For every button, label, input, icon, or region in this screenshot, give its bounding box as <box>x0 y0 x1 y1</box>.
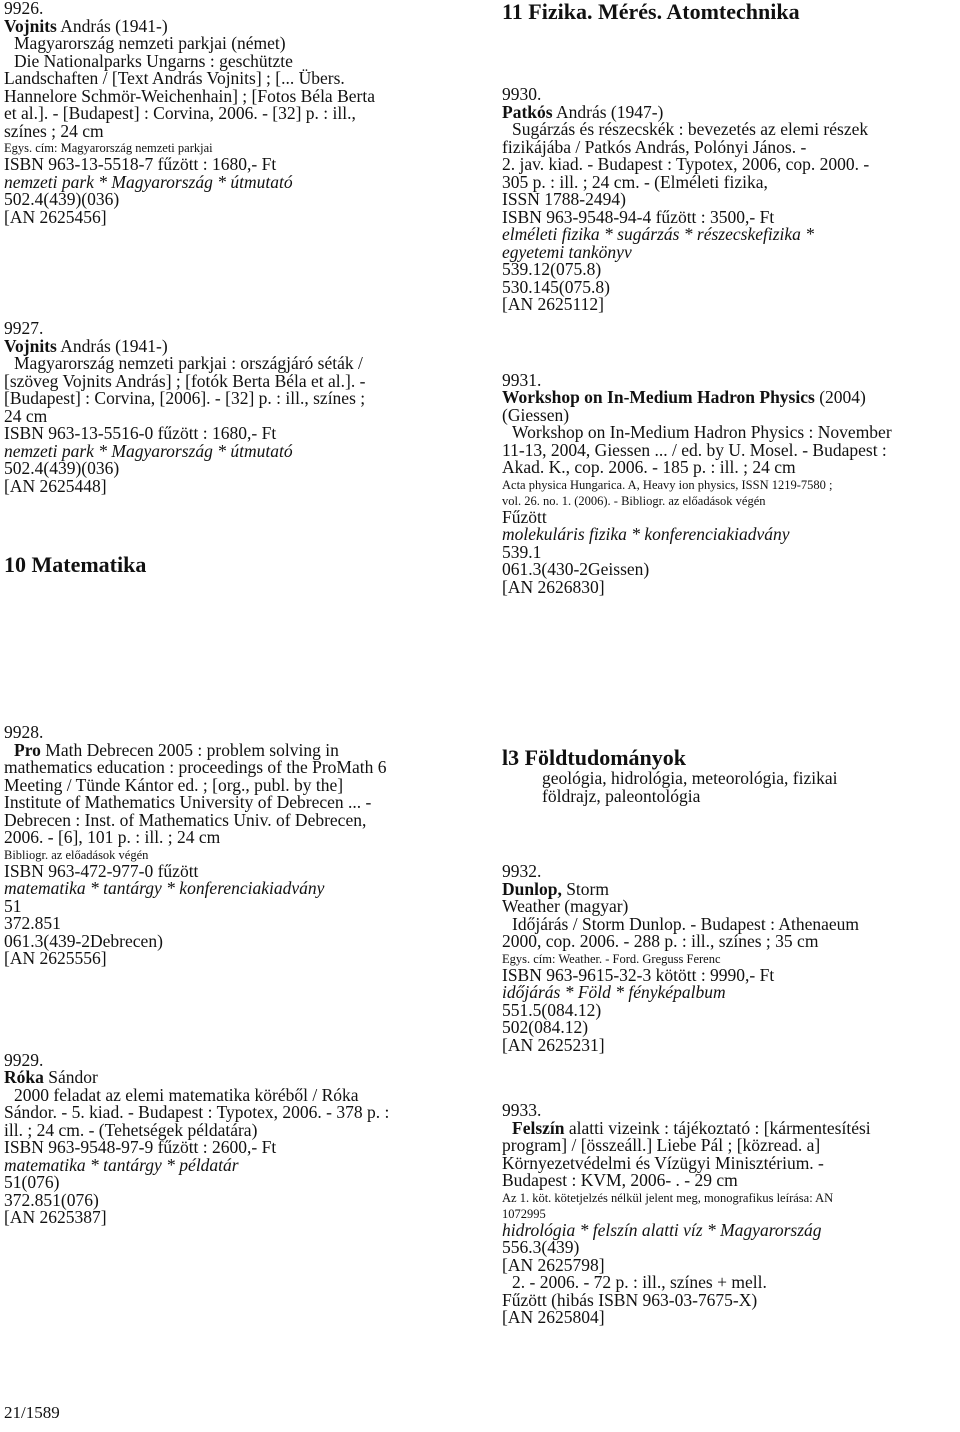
entry-line: ISSN 1788-2494) <box>502 189 626 209</box>
entry-line: Magyarország nemzeti parkjai : országjáró séták / <box>14 353 363 373</box>
entry-code: 556.3(439) <box>502 1237 580 1257</box>
entry-note: vol. 26. no. 1. (2006). - Bibliogr. az előadások végén <box>502 493 766 508</box>
entry-code: [AN 2625456] <box>4 206 107 227</box>
entry-line: Budapest : KVM, 2006- . - 29 cm <box>502 1170 738 1190</box>
entry-line: Debrecen : Inst. of Mathematics Univ. of Debrecen, <box>4 809 367 830</box>
entry-9933 <box>502 1102 957 1327</box>
entry-line: Magyarország nemzeti parkjai (német) <box>14 33 286 53</box>
entry-note: Bibliogr. az előadások végén <box>4 847 149 862</box>
entry-note: Egys. cím: Magyarország nemzeti parkjai <box>4 141 213 155</box>
entry-9927 <box>4 320 459 495</box>
entry-line: Sándor. - 5. kiad. - Budapest : Typotex, 2006. - 378 p. : <box>4 1102 390 1122</box>
entry-isbn: ISBN 963-9548-94-4 fűzött : 3500,- Ft <box>502 206 775 227</box>
entry-isbn: ISBN 963-472-977-0 fűzött <box>4 860 199 881</box>
author-title: Felszín <box>512 1117 565 1138</box>
entry-line: 24 cm <box>4 405 48 426</box>
section-title: l3 Földtudományok <box>502 745 686 770</box>
entry-number: 9929. <box>4 1049 44 1070</box>
entry-number: 9928. <box>4 722 44 742</box>
entry-line: Környezetvédelmi és Vízügyi Minisztérium. - <box>502 1152 824 1173</box>
author-surname: Vojnits <box>4 335 57 356</box>
entry-volume-line: Fűzött (hibás ISBN 963-03-7675-X) <box>502 1289 758 1310</box>
entry-line: [szöveg Vojnits András] ; [fotók Berta Béla et al.]. - <box>4 370 366 391</box>
entry-line: program] / [összeáll.] Liebe Pál ; [közread. a] <box>502 1135 821 1155</box>
entry-subjects: nemzeti park * Magyarország * útmutató <box>4 171 293 192</box>
entry-9930 <box>502 86 957 314</box>
entry-author <box>502 389 957 407</box>
left-top-column <box>4 0 459 577</box>
entry-9932 <box>502 863 957 1054</box>
entry-line: Hannelore Schmör-Weichenhain] ; [Fotos Béla Berta <box>4 85 375 106</box>
entry-code: [AN 2625387] <box>4 1207 107 1227</box>
entry-line: Meeting / Tünde Kántor ed. ; [org., publ. by the] <box>4 774 344 795</box>
author-title: Workshop on In-Medium Hadron Physics <box>502 387 815 407</box>
entry-9929 <box>4 1049 459 1227</box>
author-surname: Róka <box>4 1067 44 1087</box>
entry-line: 11-13, 2004, Giessen ... / ed. by U. Mosel. - Budapest : <box>502 439 887 460</box>
entry-note: Acta physica Hungarica. A, Heavy ion physics, ISSN 1219-7580 ; <box>502 477 833 492</box>
entry-code: 061.3(439-2Debrecen) <box>4 930 163 951</box>
section-subtitle: földrajz, paleontológia <box>542 785 701 806</box>
entry-isbn: ISBN 963-13-5516-0 fűzött : 1680,- Ft <box>4 423 277 443</box>
author-rest: András (1941-) <box>56 15 168 36</box>
entry-note: Egys. cím: Weather. - Ford. Greguss Ferenc <box>502 951 721 966</box>
entry-code: 502.4(439)(036) <box>4 458 120 478</box>
entry-9926 <box>4 0 459 226</box>
entry-subjects: hidrológia * felszín alatti víz * Magyarország <box>502 1219 822 1240</box>
entry-code: 372.851 <box>4 913 61 933</box>
entry-code: [AN 2625556] <box>4 948 107 968</box>
entry-line: (Giessen) <box>502 404 570 425</box>
entry-line: [Budapest] : Corvina, [2006]. - [32] p. : ill., színes ; <box>4 388 366 408</box>
entry-line: Landschaften / [Text András Vojnits] ; [... Übers. <box>4 68 345 88</box>
section-heading-foldtudomanyok <box>502 746 957 805</box>
entry-subjects: elméleti fizika * sugárzás * részecskefizika * <box>502 224 815 244</box>
author-rest: (2004) <box>814 387 866 407</box>
entry-subjects: nemzeti park * Magyarország * útmutató <box>4 440 293 461</box>
entry-code: 372.851(076) <box>4 1189 99 1210</box>
entry-code: [AN 2625112] <box>502 294 604 314</box>
entry-line: 2. jav. kiad. - Budapest : Typotex, 2006, cop. 2000. - <box>502 154 870 174</box>
entry-line: Workshop on In-Medium Hadron Physics : November <box>512 422 892 442</box>
author-rest: András (1941-) <box>56 335 168 356</box>
author-title: Pro <box>14 739 41 760</box>
entry-code: 51(076) <box>4 1172 60 1192</box>
author-rest: alatti vizeink : tájékoztató : [kármentesítési <box>564 1117 871 1138</box>
author-rest: Math Debrecen 2005 : problem solving in <box>40 739 339 760</box>
entry-subjects: időjárás * Föld * fényképalbum <box>502 982 726 1002</box>
entry-line: színes ; 24 cm <box>4 120 104 141</box>
entry-volume-line: 2. - 2006. - 72 p. : ill., színes + mell. <box>512 1272 767 1292</box>
entry-code: 551.5(084.12) <box>502 999 602 1020</box>
entry-9931 <box>502 369 957 597</box>
entry-line: 2000, cop. 2006. - 288 p. : ill., színes ; 35 cm <box>502 931 819 951</box>
entry-code: 061.3(430-2Geissen) <box>502 559 650 579</box>
entry-binding: Fűzött <box>502 506 547 527</box>
entry-author <box>4 1069 459 1087</box>
entry-code: 539.12(075.8) <box>502 259 602 279</box>
entry-subjects: matematika * tantárgy * konferenciakiadvány <box>4 878 325 898</box>
entry-line: 2006. - [6], 101 p. : ill. ; 24 cm <box>4 827 221 847</box>
right-bottom-column <box>502 724 957 1327</box>
author-rest: Sándor <box>43 1067 98 1087</box>
entry-code: [AN 2626830] <box>502 576 605 597</box>
entry-number: 9932. <box>502 861 542 881</box>
section-subtitle: geológia, hidrológia, meteorológia, fizikai <box>542 768 838 788</box>
entry-code: 51 <box>4 895 22 916</box>
entry-code: [AN 2625231] <box>502 1034 605 1055</box>
author-surname: Dunlop, <box>502 878 562 899</box>
section-heading-matematika: 10 Matematika <box>4 552 147 577</box>
right-top-column <box>502 0 957 596</box>
author-surname: Patkós <box>502 101 553 122</box>
entry-code: 530.145(075.8) <box>502 276 610 297</box>
entry-line: Weather (magyar) <box>502 896 629 916</box>
entry-line: Akad. K., cop. 2006. - 185 p. : ill. ; 24 cm <box>502 457 796 477</box>
entry-isbn: ISBN 963-13-5518-7 fűzött : 1680,- Ft <box>4 154 277 174</box>
entry-number: 9927. <box>4 318 44 338</box>
left-bottom-column <box>4 724 459 1227</box>
entry-line: et al.]. - [Budapest] : Corvina, 2006. - [32] p. : ill., <box>4 103 356 123</box>
entry-line: Die Nationalparks Ungarns : geschützte <box>14 50 293 71</box>
entry-line: Institute of Mathematics University of Debrecen ... - <box>4 792 372 812</box>
entry-code: 502.4(439)(036) <box>4 189 120 209</box>
entry-line: 305 p. : ill. ; 24 cm. - (Elméleti fizika, <box>502 171 768 192</box>
entry-note: Az 1. köt. kötetjelzés nélkül jelent meg, monografikus leírása: AN <box>502 1190 834 1205</box>
entry-note: 1072995 <box>502 1206 546 1221</box>
entry-code: 502(084.12) <box>502 1017 589 1037</box>
entry-line: fizikájába / Patkós András, Polónyi János. - <box>502 136 807 157</box>
entry-line: 2000 feladat az elemi matematika köréből / Róka <box>14 1084 359 1105</box>
entry-isbn: ISBN 963-9548-97-9 fűzött : 2600,- Ft <box>4 1137 277 1157</box>
entry-number: 9931. <box>502 369 542 390</box>
entry-number: 9926. <box>4 0 44 18</box>
entry-number: 9933. <box>502 1100 542 1120</box>
page-number: 21/1589 <box>4 1403 60 1422</box>
entry-subjects: molekuláris fizika * konferenciakiadvány <box>502 524 790 544</box>
entry-code: [AN 2625448] <box>4 475 107 496</box>
entry-code: [AN 2625798] <box>502 1254 605 1275</box>
entry-line: ill. ; 24 cm. - (Tehetségek példatára) <box>4 1119 258 1140</box>
entry-line: mathematics education : proceedings of the ProMath 6 <box>4 757 387 777</box>
entry-subjects: matematika * tantárgy * példatár <box>4 1154 239 1175</box>
entry-isbn: ISBN 963-9615-32-3 kötött : 9990,- Ft <box>502 964 775 985</box>
entry-volume-line: [AN 2625804] <box>502 1307 605 1327</box>
entry-9928 <box>4 724 459 968</box>
author-rest: Storm <box>561 878 609 899</box>
author-rest: András (1947-) <box>552 101 664 122</box>
entry-number: 9930. <box>502 84 542 104</box>
entry-subjects: egyetemi tankönyv <box>502 241 632 262</box>
entry-line: Időjárás / Storm Dunlop. - Budapest : Athenaeum <box>512 913 860 934</box>
entry-code: 539.1 <box>502 541 542 562</box>
author-surname: Vojnits <box>4 15 57 36</box>
section-heading-fizika: 11 Fizika. Mérés. Atomtechnika <box>502 0 800 24</box>
entry-line: Sugárzás és részecskék : bevezetés az elemi részek <box>512 119 869 139</box>
